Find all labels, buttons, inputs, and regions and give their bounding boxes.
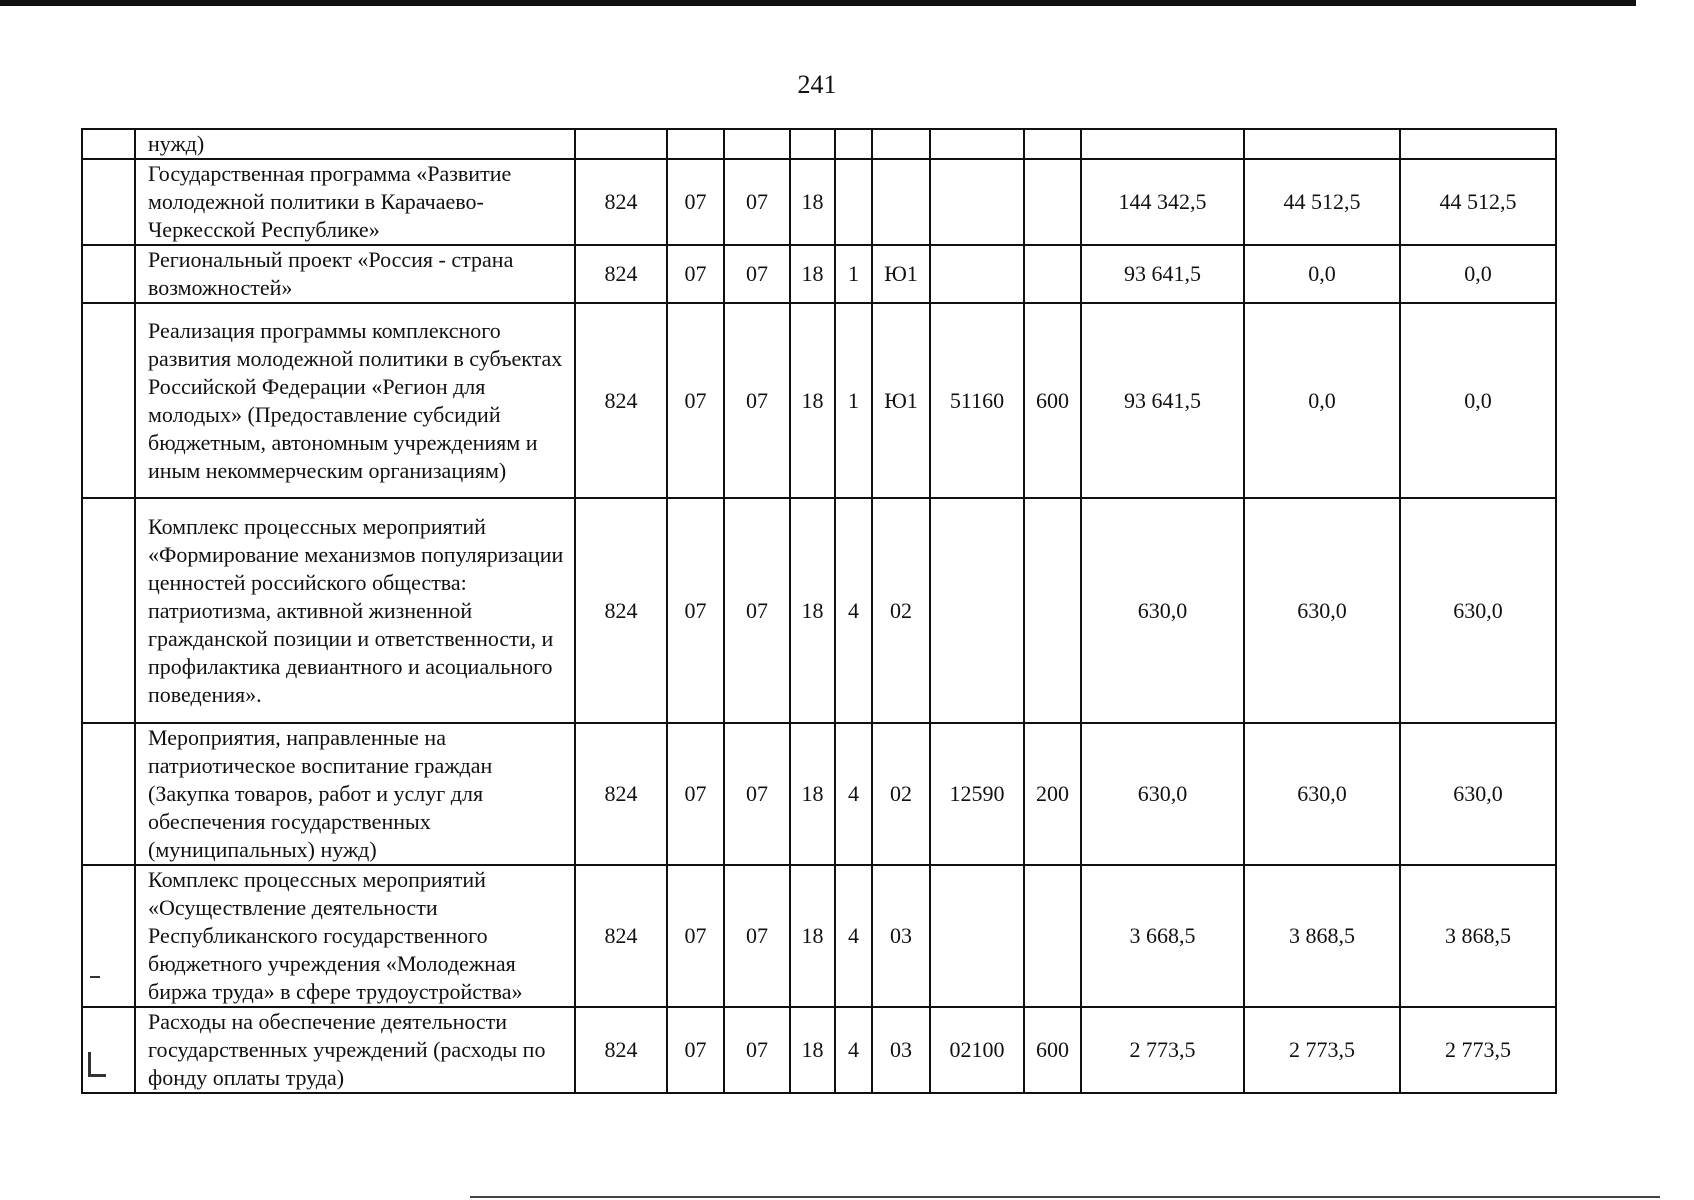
subsection-code: 07 bbox=[724, 498, 790, 723]
project-code: 02 bbox=[872, 498, 930, 723]
subprogram-code bbox=[835, 129, 872, 159]
scan-artifact bbox=[88, 1052, 91, 1076]
section-code: 07 bbox=[667, 245, 724, 303]
program-code: 18 bbox=[790, 245, 835, 303]
project-code: Ю1 bbox=[872, 245, 930, 303]
amount-year-2: 0,0 bbox=[1244, 245, 1400, 303]
row-number-cell bbox=[82, 159, 135, 245]
item-name: Комплекс процессных мероприятий «Формирование механизмов популяризации ценностей российского общества: патриотизма, активной жизненной гражданской позиции и ответственности, и профилактика девиантного и асоциального поведения». bbox=[135, 498, 575, 723]
section-code bbox=[667, 129, 724, 159]
direction-code: 51160 bbox=[930, 303, 1024, 498]
ministry-code: 824 bbox=[575, 1007, 667, 1093]
amount-year-3: 2 773,5 bbox=[1400, 1007, 1556, 1093]
table-row bbox=[82, 1007, 1556, 1093]
program-code bbox=[790, 129, 835, 159]
table-row bbox=[82, 498, 1556, 723]
ministry-code: 824 bbox=[575, 245, 667, 303]
subprogram-code: 1 bbox=[835, 245, 872, 303]
amount-year-3: 44 512,5 bbox=[1400, 159, 1556, 245]
ministry-code bbox=[575, 129, 667, 159]
ministry-code: 824 bbox=[575, 865, 667, 1007]
subprogram-code: 4 bbox=[835, 498, 872, 723]
expense-type-code bbox=[1024, 865, 1081, 1007]
top-border-line bbox=[0, 0, 1636, 6]
direction-code: 12590 bbox=[930, 723, 1024, 865]
subsection-code: 07 bbox=[724, 303, 790, 498]
expense-type-code bbox=[1024, 498, 1081, 723]
subsection-code: 07 bbox=[724, 723, 790, 865]
subsection-code: 07 bbox=[724, 865, 790, 1007]
table-row bbox=[82, 129, 1556, 159]
amount-year-1: 93 641,5 bbox=[1081, 303, 1244, 498]
item-name: Мероприятия, направленные на патриотическое воспитание граждан (Закупка товаров, работ и услуг для обеспечения государственных (муниципальных) нужд) bbox=[135, 723, 575, 865]
subsection-code bbox=[724, 129, 790, 159]
direction-code: 02100 bbox=[930, 1007, 1024, 1093]
program-code: 18 bbox=[790, 498, 835, 723]
ministry-code: 824 bbox=[575, 498, 667, 723]
amount-year-2: 2 773,5 bbox=[1244, 1007, 1400, 1093]
project-code: 03 bbox=[872, 865, 930, 1007]
amount-year-1: 3 668,5 bbox=[1081, 865, 1244, 1007]
amount-year-2: 0,0 bbox=[1244, 303, 1400, 498]
row-number-cell bbox=[82, 129, 135, 159]
program-code: 18 bbox=[790, 159, 835, 245]
row-number-cell bbox=[82, 1007, 135, 1093]
ministry-code: 824 bbox=[575, 303, 667, 498]
section-code: 07 bbox=[667, 303, 724, 498]
section-code: 07 bbox=[667, 723, 724, 865]
direction-code bbox=[930, 129, 1024, 159]
scan-artifact bbox=[88, 1074, 106, 1077]
amount-year-3: 630,0 bbox=[1400, 498, 1556, 723]
table-row bbox=[82, 245, 1556, 303]
amount-year-3: 0,0 bbox=[1400, 245, 1556, 303]
amount-year-3: 630,0 bbox=[1400, 723, 1556, 865]
project-code: 02 bbox=[872, 723, 930, 865]
expense-type-code: 600 bbox=[1024, 303, 1081, 498]
item-name: нужд) bbox=[135, 129, 575, 159]
table-row bbox=[82, 723, 1556, 865]
program-code: 18 bbox=[790, 303, 835, 498]
amount-year-2: 3 868,5 bbox=[1244, 865, 1400, 1007]
amount-year-2: 44 512,5 bbox=[1244, 159, 1400, 245]
item-name: Реализация программы комплексного развития молодежной политики в субъектах Российской Федерации «Регион для молодых» (Предоставление субсидий бюджетным, автономным учреждениям и иным некоммерческим организациям) bbox=[135, 303, 575, 498]
subprogram-code: 4 bbox=[835, 865, 872, 1007]
subprogram-code: 4 bbox=[835, 723, 872, 865]
amount-year-1: 144 342,5 bbox=[1081, 159, 1244, 245]
expense-type-code bbox=[1024, 245, 1081, 303]
item-name: Региональный проект «Россия - страна возможностей» bbox=[135, 245, 575, 303]
row-number-cell bbox=[82, 723, 135, 865]
budget-table bbox=[81, 128, 1557, 1094]
section-code: 07 bbox=[667, 865, 724, 1007]
direction-code bbox=[930, 498, 1024, 723]
subprogram-code bbox=[835, 159, 872, 245]
project-code bbox=[872, 129, 930, 159]
item-name: Комплекс процессных мероприятий «Осуществление деятельности Республиканского государственного бюджетного учреждения «Молодежная биржа труда» в сфере трудоустройства» bbox=[135, 865, 575, 1007]
row-number-cell bbox=[82, 245, 135, 303]
section-code: 07 bbox=[667, 159, 724, 245]
subsection-code: 07 bbox=[724, 159, 790, 245]
scan-artifact bbox=[90, 976, 100, 978]
amount-year-1: 2 773,5 bbox=[1081, 1007, 1244, 1093]
ministry-code: 824 bbox=[575, 159, 667, 245]
bottom-border-line bbox=[470, 1196, 1660, 1198]
project-code: Ю1 bbox=[872, 303, 930, 498]
amount-year-3: 3 868,5 bbox=[1400, 865, 1556, 1007]
expense-type-code: 600 bbox=[1024, 1007, 1081, 1093]
row-number-cell bbox=[82, 865, 135, 1007]
item-name: Расходы на обеспечение деятельности государственных учреждений (расходы по фонду оплаты труда) bbox=[135, 1007, 575, 1093]
amount-year-2: 630,0 bbox=[1244, 498, 1400, 723]
ministry-code: 824 bbox=[575, 723, 667, 865]
item-name: Государственная программа «Развитие молодежной политики в Карачаево-Черкесской Республике» bbox=[135, 159, 575, 245]
program-code: 18 bbox=[790, 865, 835, 1007]
row-number-cell bbox=[82, 303, 135, 498]
amount-year-3: 0,0 bbox=[1400, 303, 1556, 498]
amount-year-1: 630,0 bbox=[1081, 723, 1244, 865]
amount-year-1 bbox=[1081, 129, 1244, 159]
expense-type-code bbox=[1024, 159, 1081, 245]
program-code: 18 bbox=[790, 1007, 835, 1093]
subsection-code: 07 bbox=[724, 245, 790, 303]
direction-code bbox=[930, 865, 1024, 1007]
section-code: 07 bbox=[667, 1007, 724, 1093]
subprogram-code: 4 bbox=[835, 1007, 872, 1093]
amount-year-2 bbox=[1244, 129, 1400, 159]
direction-code bbox=[930, 159, 1024, 245]
project-code: 03 bbox=[872, 1007, 930, 1093]
table-row bbox=[82, 303, 1556, 498]
row-number-cell bbox=[82, 498, 135, 723]
direction-code bbox=[930, 245, 1024, 303]
subsection-code: 07 bbox=[724, 1007, 790, 1093]
section-code: 07 bbox=[667, 498, 724, 723]
amount-year-1: 93 641,5 bbox=[1081, 245, 1244, 303]
project-code bbox=[872, 159, 930, 245]
table-row bbox=[82, 159, 1556, 245]
amount-year-1: 630,0 bbox=[1081, 498, 1244, 723]
page-number: 241 bbox=[797, 70, 837, 99]
amount-year-2: 630,0 bbox=[1244, 723, 1400, 865]
subprogram-code: 1 bbox=[835, 303, 872, 498]
table-row bbox=[82, 865, 1556, 1007]
program-code: 18 bbox=[790, 723, 835, 865]
expense-type-code bbox=[1024, 129, 1081, 159]
expense-type-code: 200 bbox=[1024, 723, 1081, 865]
amount-year-3 bbox=[1400, 129, 1556, 159]
